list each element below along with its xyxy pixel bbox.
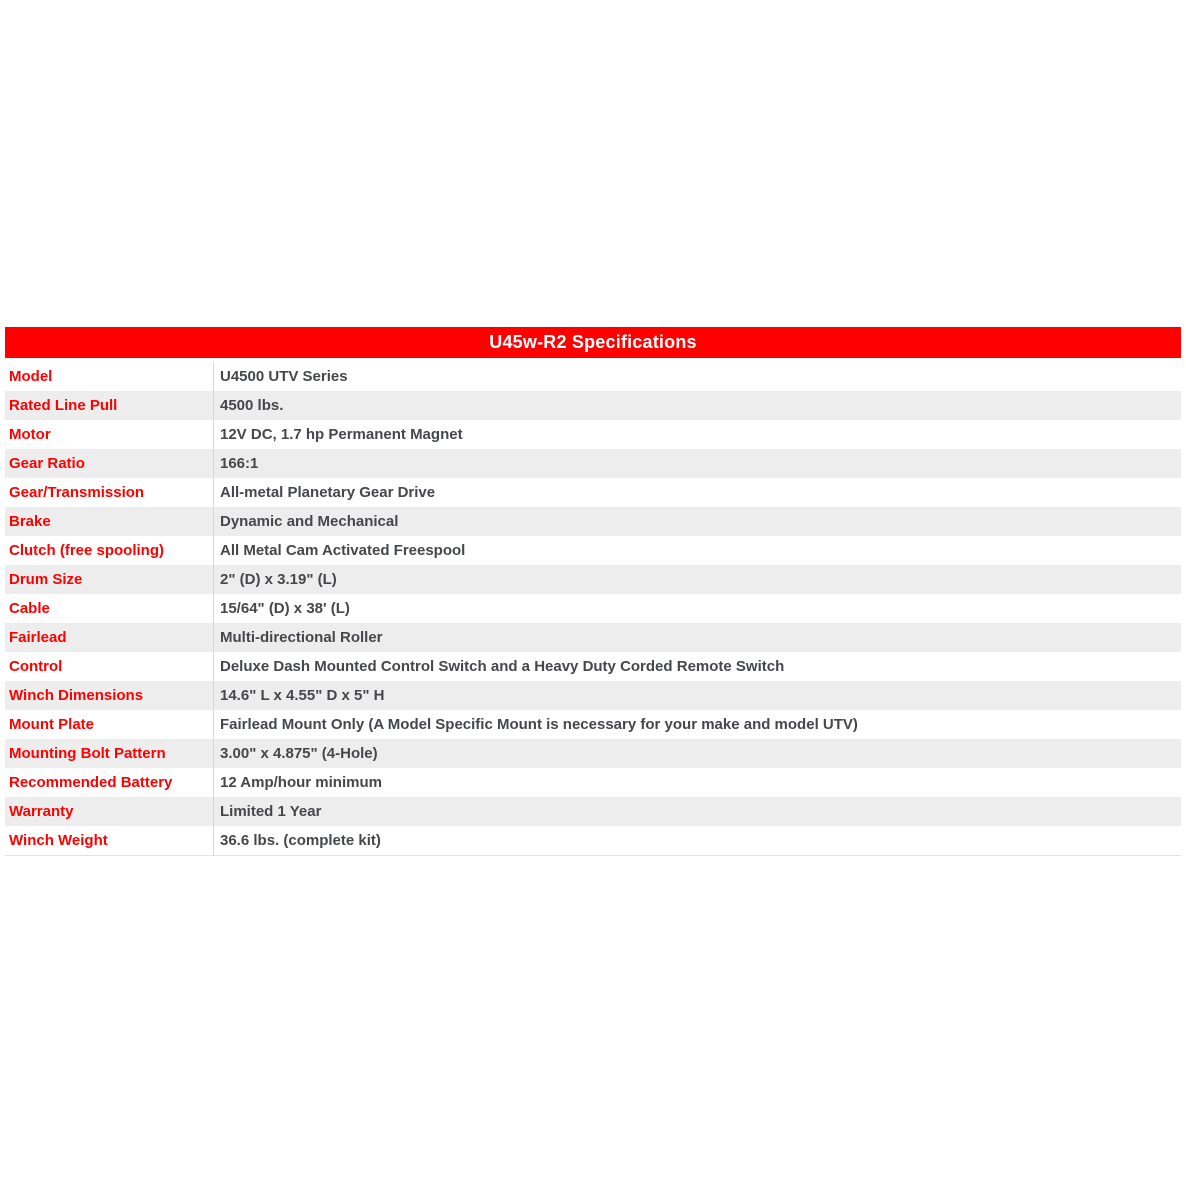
spec-value: 36.6 lbs. (complete kit)	[213, 826, 1181, 855]
table-row	[5, 681, 1181, 710]
spec-label: Clutch (free spooling)	[9, 542, 164, 559]
table-row	[5, 565, 1181, 594]
table-row	[5, 594, 1181, 623]
table-body	[5, 362, 1181, 856]
spec-label: Cable	[9, 600, 50, 617]
spec-label: Winch Dimensions	[9, 687, 144, 704]
table-row	[5, 710, 1181, 739]
table-row	[5, 652, 1181, 681]
spec-label: Fairlead	[9, 629, 67, 646]
spec-value: All-metal Planetary Gear Drive	[213, 478, 1181, 507]
table-row	[5, 768, 1181, 797]
spec-label: Mounting Bolt Pattern	[9, 745, 166, 762]
spec-value: All Metal Cam Activated Freespool	[213, 536, 1181, 565]
table-row	[5, 507, 1181, 536]
spec-label: Motor	[9, 426, 51, 443]
table-row	[5, 739, 1181, 768]
table-row	[5, 449, 1181, 478]
table-row	[5, 536, 1181, 565]
table-row	[5, 362, 1181, 391]
spec-label: Recommended Battery	[9, 774, 173, 791]
spec-value: 3.00" x 4.875" (4-Hole)	[213, 739, 1181, 768]
table-row	[5, 797, 1181, 826]
spec-label: Drum Size	[9, 571, 83, 588]
spec-label: Winch Weight	[9, 832, 108, 849]
spec-label: Gear Ratio	[9, 455, 85, 472]
spec-value: 166:1	[213, 449, 1181, 478]
spec-label: Model	[9, 368, 53, 385]
spec-value: 2" (D) x 3.19" (L)	[213, 565, 1181, 594]
spec-label: Control	[9, 658, 63, 675]
spec-label: Mount Plate	[9, 716, 94, 733]
spec-value: Multi-directional Roller	[213, 623, 1181, 652]
spec-value: Fairlead Mount Only (A Model Specific Mount is necessary for your make and model UTV)	[213, 710, 1181, 739]
specifications-table	[5, 327, 1181, 856]
table-row	[5, 826, 1181, 855]
table-row	[5, 391, 1181, 420]
table-row	[5, 623, 1181, 652]
spec-value: 4500 lbs.	[213, 391, 1181, 420]
spec-value: Dynamic and Mechanical	[213, 507, 1181, 536]
spec-value: Deluxe Dash Mounted Control Switch and a Heavy Duty Corded Remote Switch	[213, 652, 1181, 681]
table-title: U45w-R2 Specifications	[5, 327, 1181, 358]
spec-label: Brake	[9, 513, 51, 530]
spec-label: Rated Line Pull	[9, 397, 118, 414]
table-row	[5, 420, 1181, 449]
spec-label: Warranty	[9, 803, 74, 820]
spec-label: Gear/Transmission	[9, 484, 145, 501]
table-row	[5, 478, 1181, 507]
spec-value: 15/64" (D) x 38' (L)	[213, 594, 1181, 623]
spec-value: 14.6" L x 4.55" D x 5" H	[213, 681, 1181, 710]
spec-value: 12V DC, 1.7 hp Permanent Magnet	[213, 420, 1181, 449]
spec-value: 12 Amp/hour minimum	[213, 768, 1181, 797]
spec-value: U4500 UTV Series	[213, 362, 1181, 391]
spec-value: Limited 1 Year	[213, 797, 1181, 826]
